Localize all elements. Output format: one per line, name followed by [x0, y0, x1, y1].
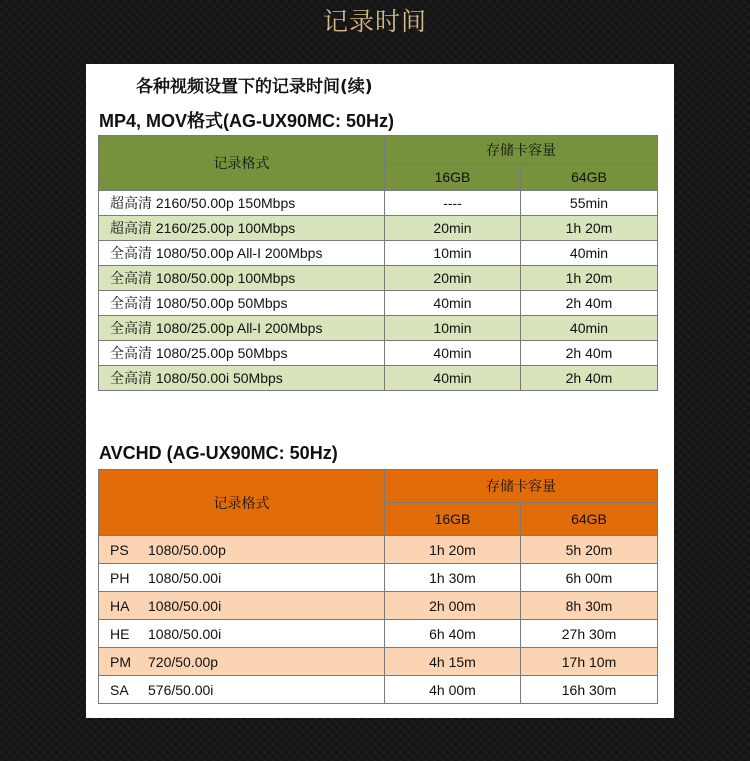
mode-code: PH	[110, 569, 130, 586]
capacity-column-header: 存储卡容量	[385, 136, 658, 164]
time-64gb-cell: 8h 30m	[521, 592, 658, 620]
capacity-column-header: 存储卡容量	[385, 470, 658, 503]
format-cell	[99, 536, 385, 564]
format-cell: 超高清 2160/50.00p 150Mbps	[99, 191, 385, 216]
time-16gb-cell: 40min	[385, 341, 521, 366]
format-cell: 全高清 1080/50.00i 50Mbps	[99, 366, 385, 391]
time-64gb-cell: 16h 30m	[521, 676, 658, 704]
format-cell: 超高清 2160/25.00p 100Mbps	[99, 216, 385, 241]
card-title: 各种视频设置下的记录时间(续)	[136, 77, 373, 97]
resolution-label: 576/50.00i	[148, 681, 214, 698]
avchd-record-time-table	[98, 469, 658, 704]
time-64gb-cell: 27h 30m	[521, 620, 658, 648]
resolution-label: 1080/50.00i	[148, 597, 222, 614]
col-64gb-header: 64GB	[521, 503, 658, 536]
spec-card	[86, 64, 674, 718]
format-cell: 全高清 1080/50.00p All-I 200Mbps	[99, 241, 385, 266]
resolution-label: 720/50.00p	[148, 653, 219, 670]
table-row	[99, 341, 658, 366]
table-row	[99, 191, 658, 216]
format-cell	[99, 620, 385, 648]
table-row	[99, 291, 658, 316]
time-64gb-cell: 1h 20m	[521, 216, 658, 241]
format-column-header: 记录格式	[99, 136, 385, 191]
table-row	[99, 366, 658, 391]
table-row	[99, 592, 658, 620]
time-16gb-cell: 2h 00m	[385, 592, 521, 620]
table-row	[99, 564, 658, 592]
time-64gb-cell: 40min	[521, 241, 658, 266]
resolution-label: 1080/50.00i	[148, 625, 222, 642]
mp4-record-time-table	[98, 135, 658, 391]
resolution-label: 1080/50.00i	[148, 569, 222, 586]
format-cell	[99, 592, 385, 620]
table-row	[99, 648, 658, 676]
table-row	[99, 676, 658, 704]
col-16gb-header: 16GB	[385, 164, 521, 191]
format-cell	[99, 648, 385, 676]
time-16gb-cell: 4h 00m	[385, 676, 521, 704]
page-title: 记录时间	[322, 7, 427, 36]
time-16gb-cell: ----	[385, 191, 521, 216]
time-64gb-cell: 2h 40m	[521, 291, 658, 316]
time-64gb-cell: 1h 20m	[521, 266, 658, 291]
mode-code: PM	[110, 653, 131, 670]
time-16gb-cell: 1h 20m	[385, 536, 521, 564]
time-64gb-cell: 5h 20m	[521, 536, 658, 564]
time-64gb-cell: 2h 40m	[521, 341, 658, 366]
time-16gb-cell: 6h 40m	[385, 620, 521, 648]
mode-code: HA	[110, 597, 130, 614]
time-64gb-cell: 2h 40m	[521, 366, 658, 391]
table-row	[99, 266, 658, 291]
mode-code: SA	[110, 681, 129, 698]
time-16gb-cell: 40min	[385, 366, 521, 391]
time-16gb-cell: 10min	[385, 316, 521, 341]
table-row	[99, 536, 658, 564]
time-64gb-cell: 6h 00m	[521, 564, 658, 592]
time-16gb-cell: 4h 15m	[385, 648, 521, 676]
col-64gb-header: 64GB	[521, 164, 658, 191]
format-column-header: 记录格式	[99, 470, 385, 536]
format-cell: 全高清 1080/50.00p 50Mbps	[99, 291, 385, 316]
format-cell: 全高清 1080/25.00p 50Mbps	[99, 341, 385, 366]
mode-code: HE	[110, 625, 130, 642]
mp4-section-title: MP4, MOV格式(AG-UX90MC: 50Hz)	[99, 111, 395, 131]
time-16gb-cell: 10min	[385, 241, 521, 266]
table-row	[99, 241, 658, 266]
table-row	[99, 620, 658, 648]
time-64gb-cell: 55min	[521, 191, 658, 216]
mode-code: PS	[110, 541, 129, 558]
time-16gb-cell: 40min	[385, 291, 521, 316]
table-row	[99, 316, 658, 341]
format-cell: 全高清 1080/25.00p All-I 200Mbps	[99, 316, 385, 341]
resolution-label: 1080/50.00p	[148, 541, 226, 558]
format-cell	[99, 564, 385, 592]
time-16gb-cell: 20min	[385, 216, 521, 241]
time-64gb-cell: 40min	[521, 316, 658, 341]
avchd-section-title: AVCHD (AG-UX90MC: 50Hz)	[99, 443, 338, 463]
format-cell	[99, 676, 385, 704]
col-16gb-header: 16GB	[385, 503, 521, 536]
time-16gb-cell: 20min	[385, 266, 521, 291]
time-64gb-cell: 17h 10m	[521, 648, 658, 676]
format-cell: 全高清 1080/50.00p 100Mbps	[99, 266, 385, 291]
time-16gb-cell: 1h 30m	[385, 564, 521, 592]
table-row	[99, 216, 658, 241]
